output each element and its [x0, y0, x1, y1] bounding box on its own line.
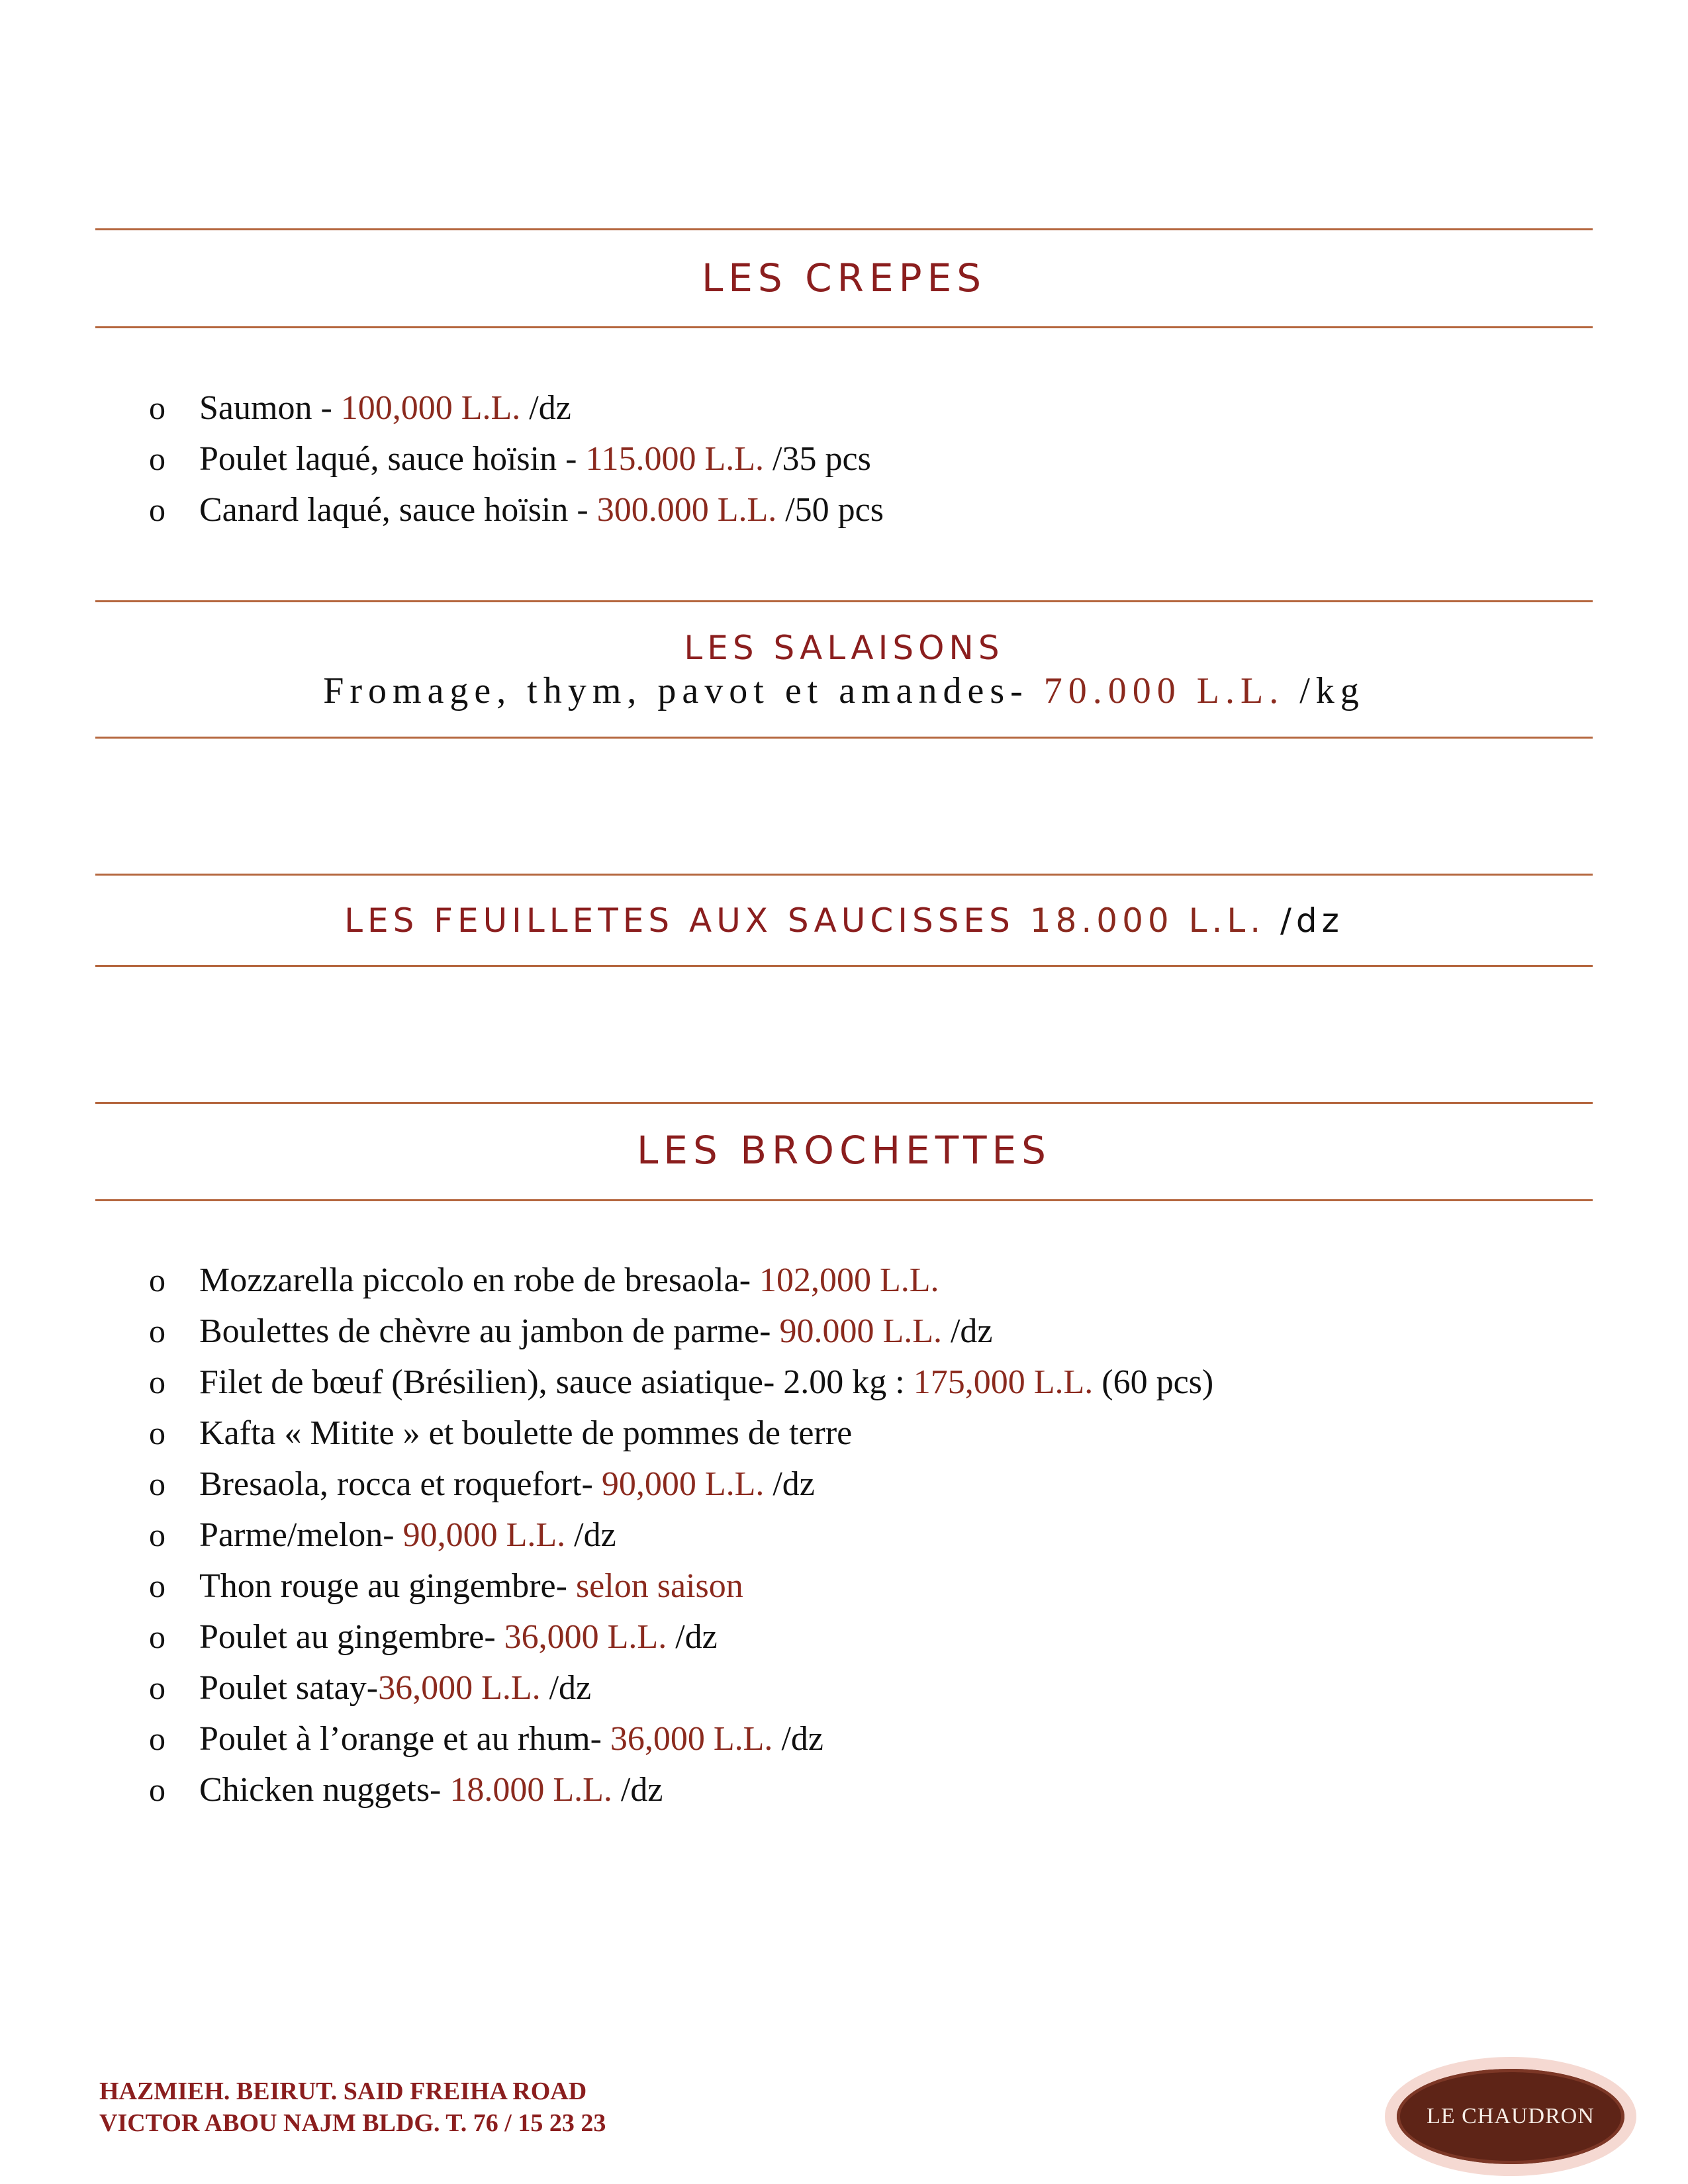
item-unit: /dz	[941, 1312, 993, 1350]
brochettes-top-rule	[95, 1102, 1593, 1104]
item-price: selon saison	[575, 1567, 743, 1605]
crepes-heading: LES CREPES	[701, 255, 987, 300]
item-price: 18.000 L.L.	[449, 1771, 612, 1809]
item-price: 300.000 L.L.	[596, 491, 777, 529]
item-unit: /dz	[773, 1720, 823, 1758]
item-unit: /50 pcs	[776, 491, 884, 529]
bullet-icon: o	[149, 1465, 165, 1502]
item-name: Chicken nuggets-	[199, 1771, 450, 1809]
item-price: 70.000 L.L.	[1043, 670, 1285, 711]
salaisons-bottom-rule	[95, 737, 1593, 739]
item-price: 36,000 L.L.	[504, 1618, 667, 1656]
item-price: 18.000 L.L.	[1029, 901, 1266, 940]
bullet-icon: o	[149, 1669, 165, 1706]
item-price: 90.000 L.L.	[779, 1312, 942, 1350]
item-price: 90,000 L.L.	[402, 1516, 566, 1554]
item-name: Poulet satay-	[199, 1669, 379, 1707]
item-unit: (60 pcs)	[1093, 1363, 1214, 1401]
item-name: Boulettes de chèvre au jambon de parme-	[199, 1312, 780, 1350]
salaisons-item	[0, 670, 1688, 712]
item-name: Filet de bœuf (Brésilien), sauce asiatique- 2.00 kg :	[199, 1363, 914, 1401]
bullet-icon: o	[149, 440, 165, 477]
bullet-icon: o	[149, 1414, 165, 1451]
feuilletes-heading	[0, 901, 1688, 940]
item-name: Kafta « Mitite » et boulette de pommes de terre	[199, 1414, 853, 1452]
feuilletes-top-rule	[95, 874, 1593, 876]
item-unit: /dz	[565, 1516, 616, 1554]
item-unit: /dz	[667, 1618, 718, 1656]
bullet-icon: o	[149, 1261, 165, 1298]
bullet-icon: o	[149, 491, 165, 528]
crepes-bottom-rule	[95, 326, 1593, 328]
feuilletes-title: LES FEUILLETES AUX SAUCISSES	[344, 901, 1030, 940]
item-name: Canard laqué, sauce hoïsin -	[199, 491, 597, 529]
crepes-top-rule	[95, 228, 1593, 230]
item-unit: /35 pcs	[764, 440, 871, 478]
brochettes-heading: LES BROCHETTES	[636, 1128, 1051, 1173]
item-price: 115.000 L.L.	[585, 440, 765, 478]
item-name: Saumon -	[199, 389, 341, 427]
item-unit: /kg	[1284, 670, 1365, 711]
item-name: Mozzarella piccolo en robe de bresaola-	[199, 1261, 760, 1299]
bullet-icon: o	[149, 1618, 165, 1655]
salaisons-heading: LES SALAISONS	[684, 629, 1004, 667]
brochettes-bottom-rule	[95, 1199, 1593, 1201]
bullet-icon: o	[149, 1363, 165, 1400]
item-price: 100,000 L.L.	[340, 389, 521, 427]
item-name: Poulet laqué, sauce hoïsin -	[199, 440, 586, 478]
item-unit: /dz	[540, 1669, 592, 1707]
item-name: Fromage, thym, pavot et amandes-	[323, 670, 1044, 711]
item-unit: /dz	[764, 1465, 815, 1503]
footer-line-2: VICTOR ABOU NAJM BLDG. T. 76 / 15 23 23	[99, 2109, 606, 2137]
footer-address	[99, 2075, 606, 2139]
item-name: Poulet au gingembre-	[199, 1618, 504, 1656]
item-unit: /dz	[612, 1771, 663, 1809]
bullet-icon: o	[149, 1720, 165, 1757]
item-unit: /dz	[520, 389, 571, 427]
item-price: 36,000 L.L.	[378, 1669, 541, 1707]
item-unit: /dz	[1265, 901, 1344, 940]
bullet-icon: o	[149, 389, 165, 426]
logo-text: LE CHAUDRON	[1427, 2104, 1595, 2128]
bullet-icon: o	[149, 1771, 165, 1808]
item-name: Bresaola, rocca et roquefort-	[199, 1465, 602, 1503]
item-price: 102,000 L.L.	[759, 1261, 939, 1299]
feuilletes-bottom-rule	[95, 965, 1593, 967]
item-name: Poulet à l’orange et au rhum-	[199, 1720, 610, 1758]
salaisons-top-rule	[95, 600, 1593, 602]
bullet-icon: o	[149, 1516, 165, 1553]
footer-line-1: HAZMIEH. BEIRUT. SAID FREIHA ROAD	[99, 2077, 587, 2105]
item-name: Parme/melon-	[199, 1516, 403, 1554]
item-price: 36,000 L.L.	[610, 1720, 773, 1758]
item-price: 175,000 L.L.	[913, 1363, 1094, 1401]
item-name: Thon rouge au gingembre-	[199, 1567, 576, 1605]
bullet-icon: o	[149, 1312, 165, 1349]
item-price: 90,000 L.L.	[601, 1465, 765, 1503]
bullet-icon: o	[149, 1567, 165, 1604]
